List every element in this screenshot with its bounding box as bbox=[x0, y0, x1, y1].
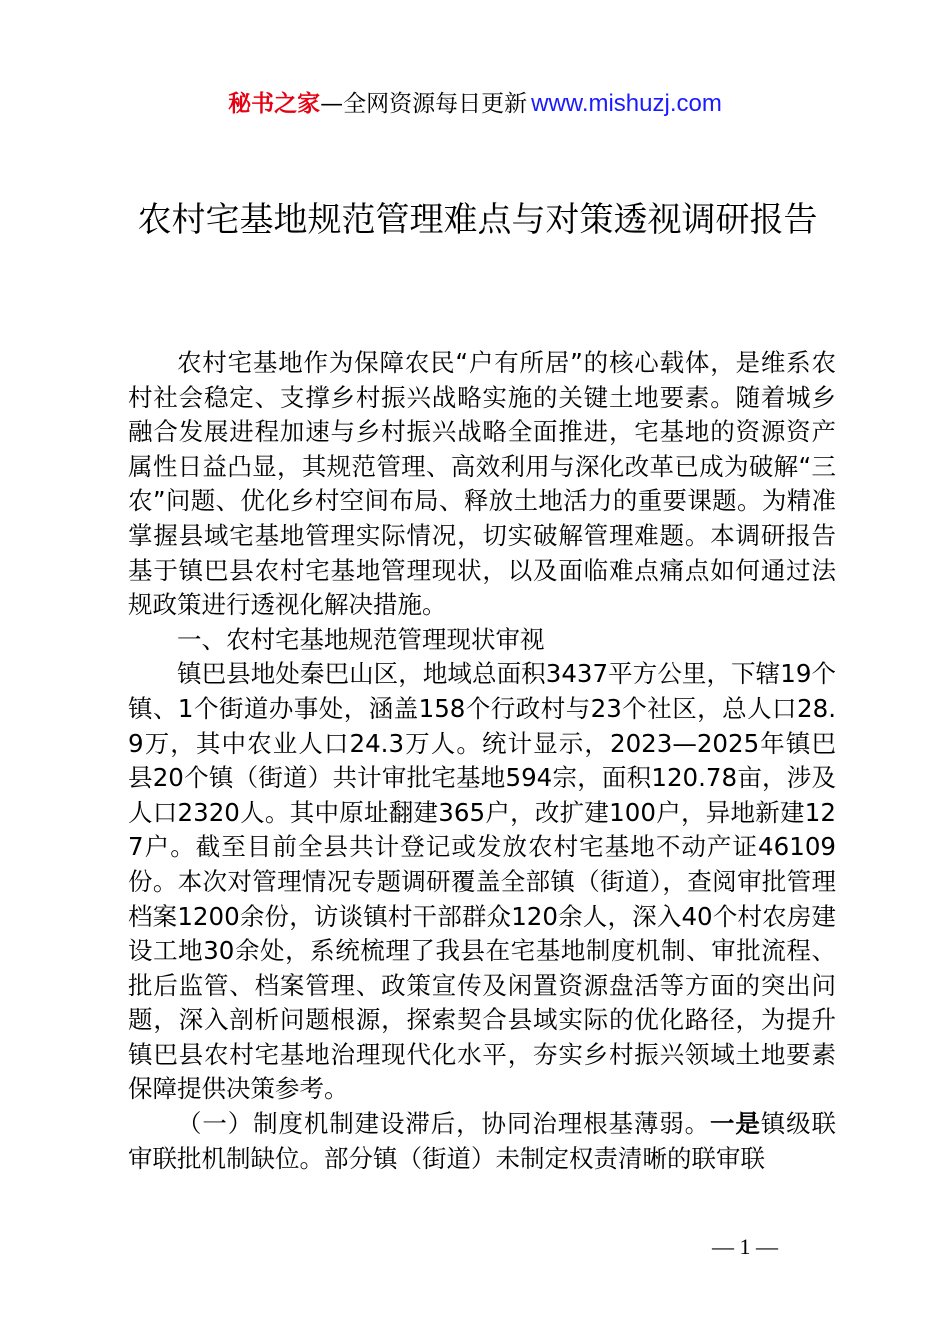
section-1-paragraph: 镇巴县地处秦巴山区，地域总面积3437平方公里，下辖19个镇、1个街道办事处，涵盖158个行政村与23个社区，总人口28.9万，其中农业人口24.3万人。统计显示，2023—2025年镇巴县20个镇（街道）共计审批宅基地594宗，面积120.78亩，涉及人口2320人。其中原址翻建365户，改扩建100户，异地新建127户。截至目前全县共计登记或发放农村宅基地不动产证46109份。本次对管理情况专题调研覆盖全部镇（街道），查阅审批管理档案1200余份，访谈镇村干部群众120余人，深入40个村农房建设工地30余处，系统梳理了我县在宅基地制度机制、审批流程、批后监管、档案管理、政策宣传及闲置资源盘活等方面的突出问题，深入剖析问题根源，探索契合县域实际的优化路径，为提升镇巴县农村宅基地治理现代化水平，夯实乡村振兴领域土地要素保障提供决策参考。 bbox=[128, 659, 836, 1104]
site-url-link[interactable]: www.mishuzj.com bbox=[531, 90, 722, 117]
subsection-1-paragraph bbox=[128, 1107, 836, 1176]
subsection-1-heading: （一）制度机制建设滞后，协同治理根基薄弱。 bbox=[177, 1109, 710, 1139]
site-brand[interactable]: 秘书之家 bbox=[228, 91, 321, 117]
document-title: 农村宅基地规范管理难点与对策透视调研报告 bbox=[137, 200, 818, 240]
subsection-1-lead: 一是 bbox=[709, 1109, 761, 1139]
intro-paragraph: 农村宅基地作为保障农民“户有所居”的核心载体，是维系农村社会稳定、支撑乡村振兴战略实施的关键土地要素。随着城乡融合发展进程加速与乡村振兴战略全面推进，宅基地的资源资产属性日益凸显，其规范管理、高效利用与深化改革已成为破解“三农”问题、优化乡村空间布局、释放土地活力的重要课题。为精准掌握县域宅基地管理实际情况，切实破解管理难题。本调研报告基于镇巴县农村宅基地管理现状，以及面临难点痛点如何通过法规政策进行透视化解决措施。 bbox=[128, 348, 836, 620]
page-number: — 1 — bbox=[712, 1234, 778, 1259]
document-body bbox=[128, 346, 836, 1176]
subsection-1-text: 镇级联审联批机制缺位。部分镇（街道）未制定权责清晰的联审联 bbox=[128, 1109, 837, 1173]
site-header bbox=[0, 86, 950, 122]
section-1-heading: 一、农村宅基地规范管理现状审视 bbox=[177, 624, 545, 654]
site-tagline: —全网资源每日更新 bbox=[320, 91, 528, 117]
